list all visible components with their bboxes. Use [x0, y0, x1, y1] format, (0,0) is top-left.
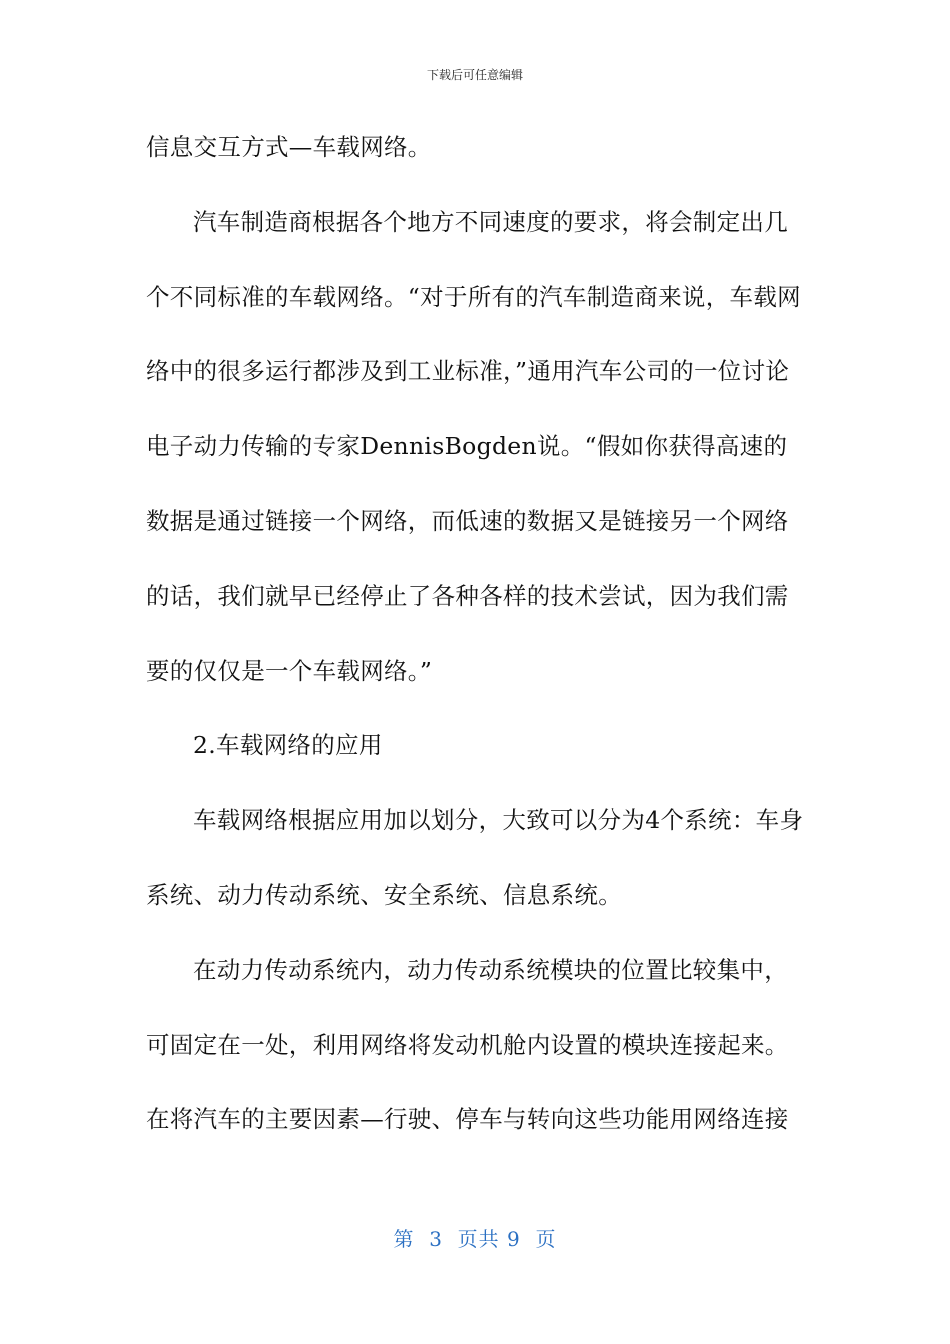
- paragraph-continuation: 信息交互方式—车载网络。: [146, 133, 432, 161]
- paragraph-four-systems: 车载网络根据应用加以划分，大致可以分为4个系统：车身系统、动力传动系统、安全系统、信息系统。: [146, 806, 804, 909]
- paragraph-network-standards: 汽车制造商根据各个地方不同速度的要求，将会制定出几个不同标准的车载网络。“对于所有的汽车制造商来说，车载网络中的很多运行都涉及到工业标准，”通用汽车公司的一位讨论电子动力传输的专家DennisBogden说。“假如你获得高速的数据是通过链接一个网络，而低速的数据又是链接另一个网络的话，我们就早已经停止了各种各样的技术尝试，因为我们需要的仅仅是一个车载网络。”: [146, 207, 801, 685]
- section-heading-applications: 2.车载网络的应用: [193, 731, 383, 760]
- document-body: [146, 110, 806, 1157]
- page-header: 下载后可任意编辑: [426, 68, 523, 82]
- paragraph-powertrain: 在动力传动系统内，动力传动系统模块的位置比较集中，可固定在一处，利用网络将发动机舱内设置的模块连接起来。在将汽车的主要因素—行驶、停车与转向这些功能用网络连接: [146, 955, 789, 1134]
- page-number-footer: 第 3 页共 9 页: [393, 1227, 557, 1251]
